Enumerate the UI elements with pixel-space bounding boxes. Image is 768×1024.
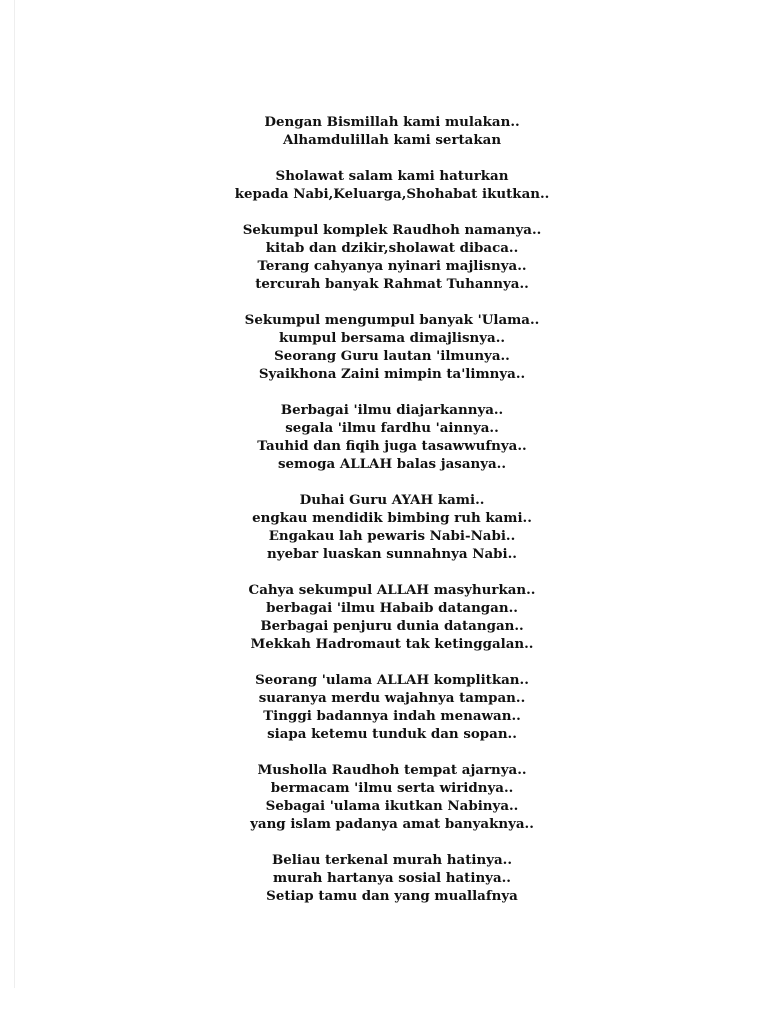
poem-line: yang islam padanya amat banyaknya..: [250, 816, 534, 832]
poem-stanza: [15, 761, 768, 833]
poem-stanza: [15, 311, 768, 383]
poem-line: engkau mendidik bimbing ruh kami..: [252, 510, 532, 526]
poem-line: Sebagai 'ulama ikutkan Nabinya..: [265, 798, 519, 814]
poem-text: [15, 113, 768, 923]
poem-line: Engakau lah pewaris Nabi-Nabi..: [268, 528, 516, 544]
poem-line: Seorang Guru lautan 'ilmunya..: [274, 348, 510, 364]
poem-line: Cahya sekumpul ALLAH masyhurkan..: [248, 582, 536, 598]
poem-line: Berbagai penjuru dunia datangan..: [260, 618, 524, 634]
poem-line: kumpul bersama dimajlisnya..: [278, 330, 506, 346]
poem-line: Sholawat salam kami haturkan: [275, 168, 509, 184]
poem-line: Dengan Bismillah kami mulakan..: [264, 114, 520, 130]
poem-line: Sekumpul komplek Raudhoh namanya..: [242, 222, 542, 238]
poem-line: Mekkah Hadromaut tak ketinggalan..: [250, 636, 534, 652]
poem-line: suaranya merdu wajahnya tampan..: [258, 690, 526, 706]
poem-line: Duhai Guru AYAH kami..: [299, 492, 485, 508]
poem-line: Berbagai 'ilmu diajarkannya..: [280, 402, 504, 418]
poem-line: Setiap tamu dan yang muallafnya: [266, 888, 518, 904]
poem-line: Musholla Raudhoh tempat ajarnya..: [257, 762, 527, 778]
poem-line: kitab dan dzikir,sholawat dibaca..: [265, 240, 519, 256]
poem-line: siapa ketemu tunduk dan sopan..: [267, 726, 517, 742]
poem-line: Syaikhona Zaini mimpin ta'limnya..: [258, 366, 526, 382]
poem-stanza: [15, 401, 768, 473]
poem-line: murah hartanya sosial hatinya..: [273, 870, 511, 886]
poem-stanza: [15, 167, 768, 203]
poem-line: Alhamdulillah kami sertakan: [282, 132, 502, 148]
document-page: [14, 0, 768, 988]
poem-line: Tauhid dan fiqih juga tasawwufnya..: [257, 438, 527, 454]
poem-line: bermacam 'ilmu serta wiridnya..: [270, 780, 514, 796]
poem-line: semoga ALLAH balas jasanya..: [277, 456, 507, 472]
poem-stanza: [15, 581, 768, 653]
poem-line: Beliau terkenal murah hatinya..: [271, 852, 513, 868]
poem-stanza: [15, 671, 768, 743]
poem-line: tercurah banyak Rahmat Tuhannya..: [255, 276, 529, 292]
poem-line: Seorang 'ulama ALLAH komplitkan..: [255, 672, 529, 688]
poem-stanza: [15, 851, 768, 905]
poem-line: Tinggi badannya indah menawan..: [263, 708, 521, 724]
poem-line: nyebar luaskan sunnahnya Nabi..: [267, 546, 517, 562]
poem-stanza: [15, 221, 768, 293]
poem-line: Terang cahyanya nyinari majlisnya..: [257, 258, 527, 274]
poem-line: berbagai 'ilmu Habaib datangan..: [266, 600, 518, 616]
poem-line: segala 'ilmu fardhu 'ainnya..: [285, 420, 499, 436]
poem-line: Sekumpul mengumpul banyak 'Ulama..: [244, 312, 540, 328]
poem-stanza: [15, 491, 768, 563]
poem-line: kepada Nabi,Keluarga,Shohabat ikutkan..: [234, 186, 550, 202]
poem-stanza: [15, 113, 768, 149]
